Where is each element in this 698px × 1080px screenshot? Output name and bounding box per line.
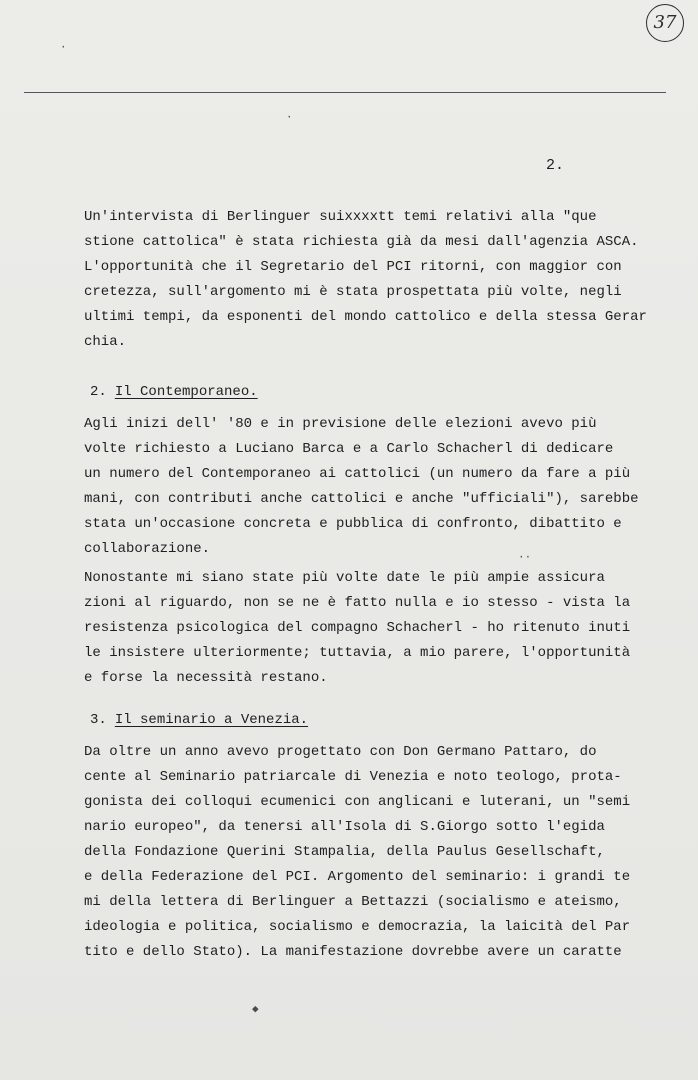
text-line: gonista dei colloqui ecumenici con anglicani e luterani, un "semi (84, 794, 631, 810)
text-line: collaborazione. (84, 541, 211, 557)
section-title: Il seminario a Venezia. (114, 712, 309, 728)
section-heading-seminario (90, 708, 308, 733)
text-line: resistenza psicologica del compagno Schacherl - ho ritenuto inuti (84, 620, 631, 636)
contemporaneo-paragraph-2 (84, 566, 658, 691)
text-line: tito e dello Stato). La manifestazione dovrebbe avere un caratte (84, 944, 622, 960)
speck-mark: ·· (518, 552, 532, 564)
text-line: stione cattolica" è stata richiesta già da mesi dall'agenzia ASCA. (84, 234, 639, 250)
circled-page-number: 37 (646, 4, 684, 42)
text-line: volte richiesto a Luciano Barca e a Carlo Schacherl di dedicare (84, 441, 614, 457)
intro-paragraph (84, 205, 658, 355)
top-rule-line (24, 92, 666, 93)
text-line: cretezza, sull'argomento mi è stata prospettata più volte, negli (84, 284, 622, 300)
text-line: zioni al riguardo, non se ne è fatto nulla e io stesso - vista la (84, 595, 631, 611)
speck-mark: · (60, 42, 67, 54)
text-line: le insistere ulteriormente; tuttavia, a mio parere, l'opportunità (84, 645, 631, 661)
section-number: 2. (90, 384, 107, 400)
text-line: e forse la necessità restano. (84, 670, 328, 686)
text-line: Da oltre un anno avevo progettato con Don Germano Pattaro, do (84, 744, 597, 760)
contemporaneo-paragraph-1 (84, 412, 658, 562)
text-line: mi della lettera di Berlinguer a Bettazzi (socialismo e ateismo, (84, 894, 622, 910)
section-heading-contemporaneo (90, 380, 258, 405)
section-number: 3. (90, 712, 107, 728)
section-title: Il Contemporaneo. (114, 384, 258, 400)
text-line: Agli inizi dell' '80 e in previsione delle elezioni avevo più (84, 416, 597, 432)
text-line: ultimi tempi, da esponenti del mondo cattolico e della stessa Gerar (84, 309, 647, 325)
text-line: Un'intervista di Berlinguer suixxxxtt temi relativi alla "que (84, 209, 597, 225)
seminario-paragraph-1 (84, 740, 658, 965)
speck-mark: ◆ (252, 1004, 259, 1016)
text-line: un numero del Contemporaneo ai cattolici (un numero da fare a più (84, 466, 631, 482)
text-line: ideologia e politica, socialismo e democrazia, la laicità del Par (84, 919, 631, 935)
text-line: stata un'occasione concreta e pubblica di confronto, dibattito e (84, 516, 622, 532)
text-line: chia. (84, 334, 127, 350)
speck-mark: · (286, 112, 293, 124)
text-line: mani, con contributi anche cattolici e anche "ufficiali"), sarebbe (84, 491, 639, 507)
text-line: e della Federazione del PCI. Argomento del seminario: i grandi te (84, 869, 631, 885)
text-line: Nonostante mi siano state più volte date le più ampie assicura (84, 570, 605, 586)
text-line: cente al Seminario patriarcale di Venezia e noto teologo, prota- (84, 769, 622, 785)
page-number: 2. (546, 157, 565, 174)
text-line: L'opportunità che il Segretario del PCI ritorni, con maggior con (84, 259, 622, 275)
text-line: nario europeo", da tenersi all'Isola di S.Giorgo sotto l'egida (84, 819, 605, 835)
text-line: della Fondazione Querini Stampalia, della Paulus Gesellschaft, (84, 844, 605, 860)
